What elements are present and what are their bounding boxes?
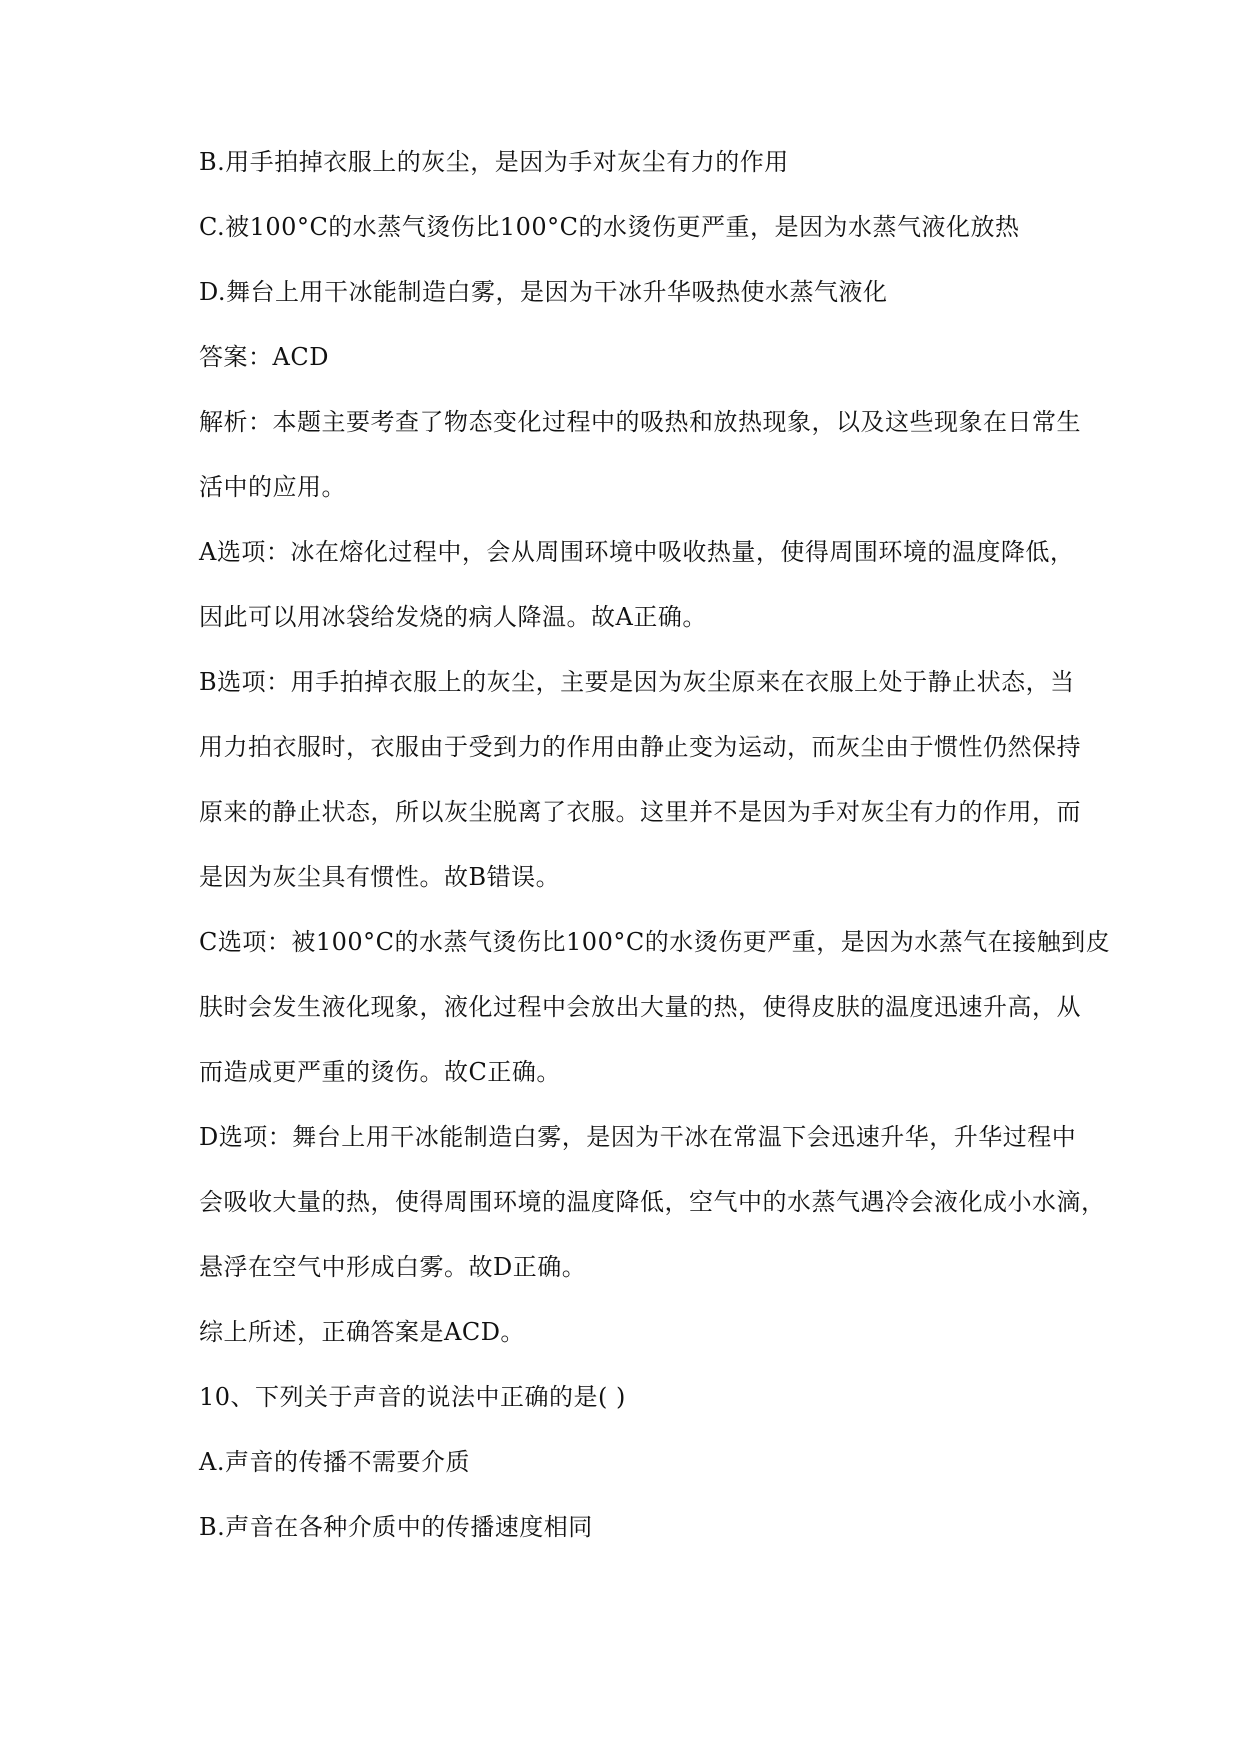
analysis-b-line-2: 用力拍衣服时，衣服由于受到力的作用由静止变为运动，而灰尘由于惯性仍然保持	[199, 733, 1081, 761]
option-c-text: C.被100°C的水蒸气烫伤比100°C的水烫伤更严重，是因为水蒸气液化放热	[199, 213, 1020, 241]
analysis-b-line-3: 原来的静止状态，所以灰尘脱离了衣服。这里并不是因为手对灰尘有力的作用，而	[199, 798, 1081, 826]
option-b-text: B.用手拍掉衣服上的灰尘，是因为手对灰尘有力的作用	[199, 148, 789, 176]
summary-text: 综上所述，正确答案是ACD。	[199, 1318, 525, 1346]
answer-text: 答案：ACD	[199, 343, 329, 371]
analysis-d-line-2: 会吸收大量的热，使得周围环境的温度降低，空气中的水蒸气遇冷会液化成小水滴，	[199, 1188, 1106, 1216]
option-d-text: D.舞台上用干冰能制造白雾，是因为干冰升华吸热使水蒸气液化	[199, 278, 888, 306]
question-10-option-b: B.声音在各种介质中的传播速度相同	[199, 1513, 593, 1541]
analysis-c-line-3: 而造成更严重的烫伤。故C正确。	[199, 1058, 561, 1086]
question-10-option-a: A.声音的传播不需要介质	[199, 1448, 470, 1476]
analysis-a-line-2: 因此可以用冰袋给发烧的病人降温。故A正确。	[199, 603, 707, 631]
question-10-title: 10、下列关于声音的说法中正确的是( )	[199, 1383, 626, 1411]
analysis-line-1: 解析：本题主要考查了物态变化过程中的吸热和放热现象，以及这些现象在日常生	[199, 408, 1081, 436]
analysis-d-line-1: D选项：舞台上用干冰能制造白雾，是因为干冰在常温下会迅速升华，升华过程中	[199, 1123, 1077, 1151]
analysis-a-line-1: A选项：冰在熔化过程中，会从周围环境中吸收热量，使得周围环境的温度降低，	[199, 538, 1075, 566]
analysis-c-line-2: 肤时会发生液化现象，液化过程中会放出大量的热，使得皮肤的温度迅速升高，从	[199, 993, 1081, 1021]
analysis-c-line-1: C选项：被100°C的水蒸气烫伤比100°C的水烫伤更严重，是因为水蒸气在接触到皮	[199, 928, 1111, 956]
analysis-b-line-4: 是因为灰尘具有惯性。故B错误。	[199, 863, 561, 891]
analysis-b-line-1: B选项：用手拍掉衣服上的灰尘，主要是因为灰尘原来在衣服上处于静止状态，当	[199, 668, 1075, 696]
analysis-line-2: 活中的应用。	[199, 473, 346, 501]
analysis-d-line-3: 悬浮在空气中形成白雾。故D正确。	[199, 1253, 587, 1281]
